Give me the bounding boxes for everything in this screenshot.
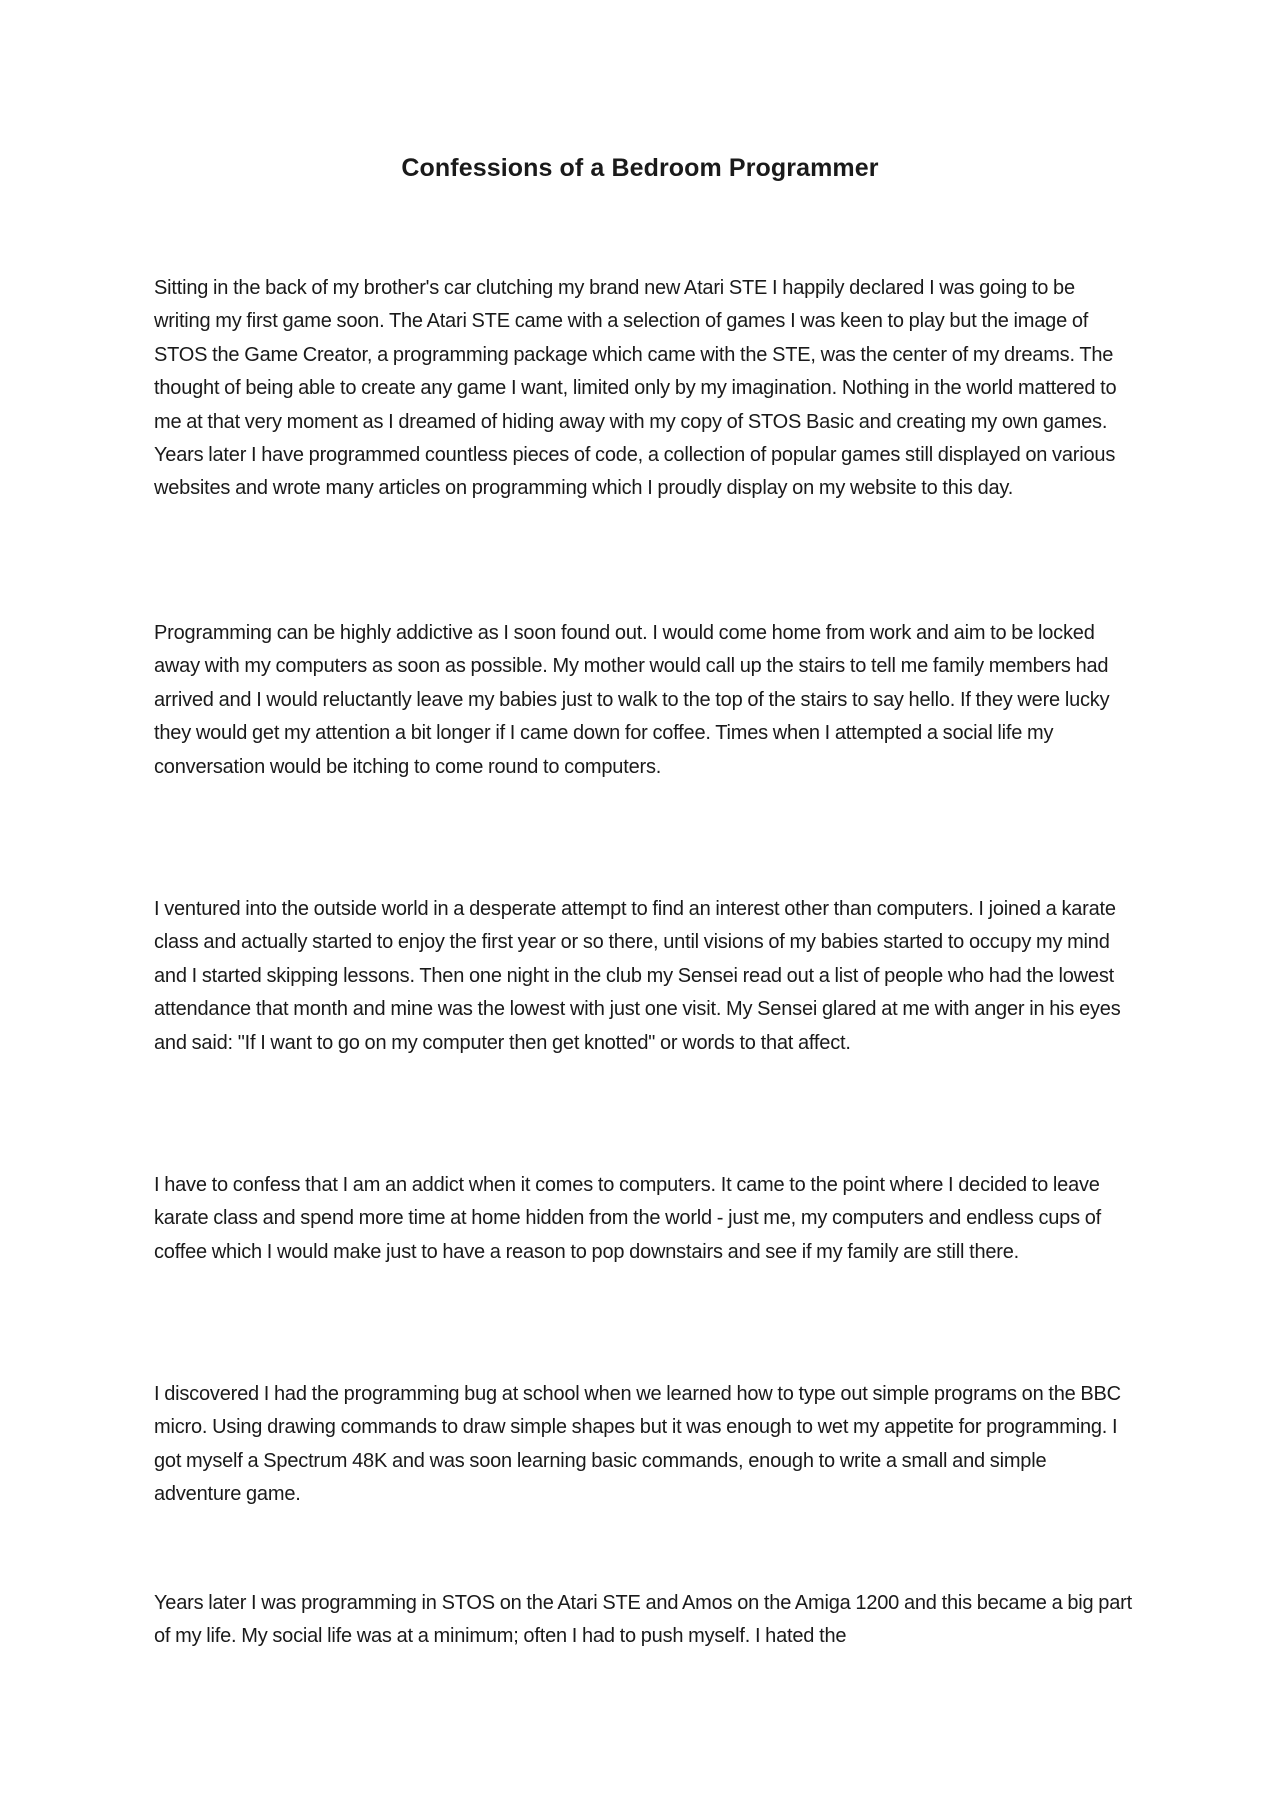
paragraph-stos-amos: Years later I was programming in STOS on the Atari STE and Amos on the Amiga 1200 and this became a big part of my life. My social life was at a minimum; often I had to push myself. I hated the bbox=[154, 1592, 1132, 1648]
document-title: Confessions of a Bedroom Programmer bbox=[401, 154, 879, 182]
paragraph-confession: I have to confess that I am an addict when it comes to computers. It came to the point where I decided to leave karate class and spend more time at home hidden from the world - just me, my computers and endless cups of coffee which I would make just to have a reason to pop downstairs and see if my family are still there. bbox=[154, 1174, 1102, 1263]
paragraph-addictive: Programming can be highly addictive as I soon found out. I would come home from work and aim to be locked away with my computers as soon as possible. My mother would call up the stairs to tell me family members had arrived and I would reluctantly leave my babies just to walk to the top of the stairs to say hello. If they were lucky they would get my attention a bit longer if I came down for coffee. Times when I attempted a social life my conversation would be itching to come round to computers. bbox=[154, 622, 1110, 778]
paragraph-atari-ste: Sitting in the back of my brother's car clutching my brand new Atari STE I happily declared I was going to be writing my first game soon. The Atari STE came with a selection of games I was keen to play but the image of STOS the Game Creator, a programming package which came with the STE, was the center of my dreams. The thought of being able to create any game I want, limited only by my imagination. Nothing in the world mattered to me at that very moment as I dreamed of hiding away with my copy of STOS Basic and creating my own games. Years later I have programmed countless pieces of code, a collection of popular games still displayed on various websites and wrote many articles on programming which I proudly display on my website to this day. bbox=[154, 277, 1117, 500]
paragraph-karate: I ventured into the outside world in a desperate attempt to find an interest other than computers. I joined a karate class and actually started to enjoy the first year or so there, until visions of my babies started to occupy my mind and I started skipping lessons. Then one night in the club my Sensei read out a list of people who had the lowest attendance that month and mine was the lowest with just one visit. My Sensei glared at me with anger in his eyes and said: "If I want to go on my computer then get knotted" or words to that affect. bbox=[154, 898, 1121, 1054]
paragraph-bbc-micro: I discovered I had the programming bug at school when we learned how to type out simple programs on the BBC micro. Using drawing commands to draw simple shapes but it was enough to wet my appetite for programming. I got myself a Spectrum 48K and was soon learning basic commands, enough to write a small and simple adventure game. bbox=[154, 1383, 1121, 1506]
